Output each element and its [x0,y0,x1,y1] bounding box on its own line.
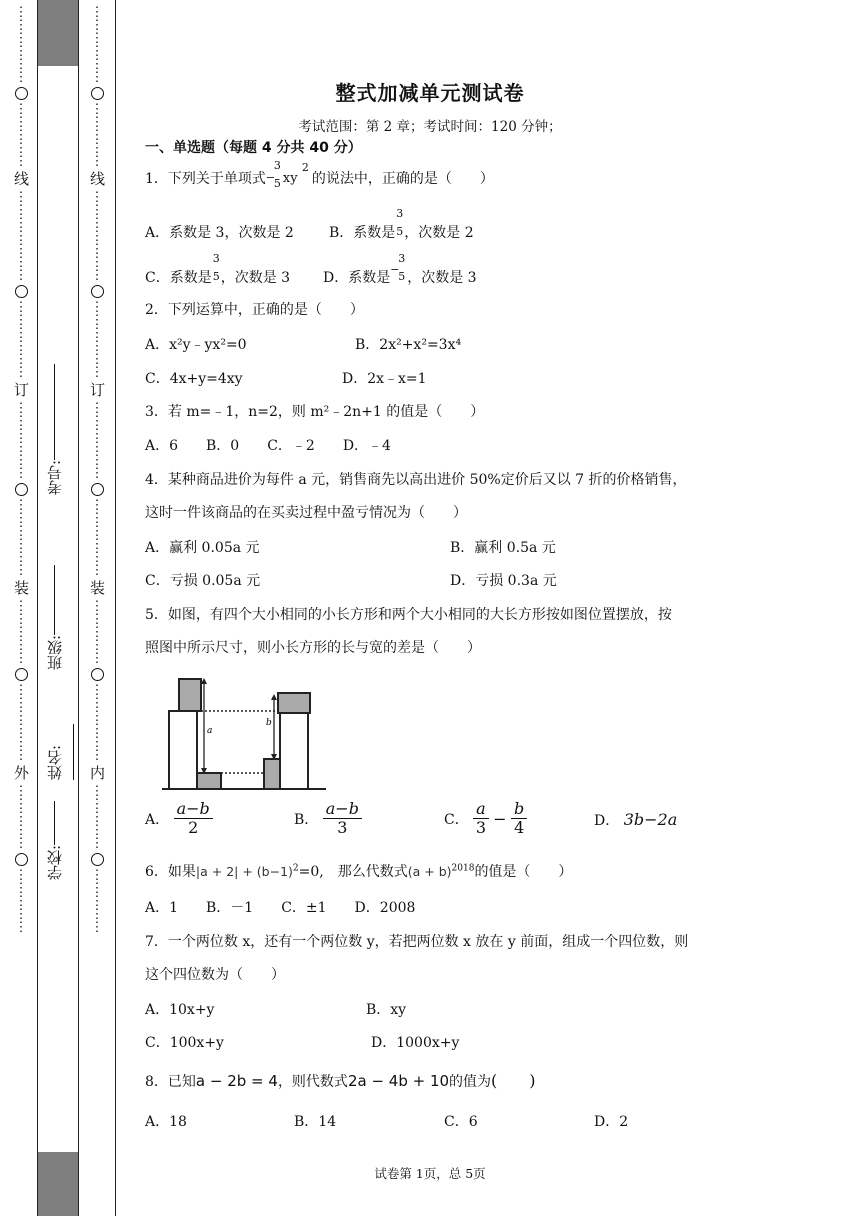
q6-stem-b: =0, 那么代数式 [298,864,408,880]
q6-pow-base: (a + b) [407,864,452,879]
margin-char-wai: 外 [14,764,30,782]
q5-c-num2: b [511,800,527,819]
q7-option-c[interactable]: C．100x+y [145,1035,224,1051]
q5-c-den2: 4 [514,818,525,838]
q5-figure [160,675,330,795]
margin-circle [15,853,28,866]
q1-option-b[interactable] [329,207,474,242]
q4-option-b[interactable]: B．赢利 0.5a 元 [450,540,556,556]
q8-stem-c: 的值为 [449,1074,492,1090]
q4-option-c[interactable]: C．亏损 0.05a 元 [145,573,261,589]
q7-option-d[interactable]: D．1000x+y [371,1035,460,1051]
margin-circle [15,483,28,496]
q8-stem-b: ，则代数式 [277,1074,348,1090]
q1-c-den: 5 [212,270,220,283]
q1-monomial-den: 5 [273,177,281,190]
q5-option-c[interactable] [444,800,527,838]
q2-option-d[interactable]: D．2x﹣x=1 [342,371,427,387]
q5-stem-line1: 5．如图，有四个大小相同的小长方形和两个大小相同的大长方形按如图位置摆放，按 [145,607,672,623]
field-name-label: 姓名: [46,744,64,780]
q7-option-a[interactable]: A．10x+y [145,1002,215,1018]
margin-gray-bottom [38,1152,78,1216]
q1-b-post: ，次数是 2 [404,225,474,241]
margin-gray-top [38,0,78,66]
margin-circle [91,483,104,496]
q1-b-den: 5 [396,225,404,238]
margin-line-inner [115,0,116,1216]
q5-option-d[interactable] [594,810,677,830]
q5-a-label: A． [145,811,170,828]
q6-options[interactable]: A．1 B．－1 C．±1 D．2008 [145,900,416,916]
page-title: 整式加减单元测试卷 [335,81,525,105]
q4-stem-line1: 4．某种商品进价为每件 a 元，销售商先以高出进价 50%定价后又以 7 折的价格销售， [145,472,687,488]
margin-line-right [78,0,79,1216]
q6-stem-a: 6．如果 [145,864,196,880]
q5-b-den: 3 [337,818,348,838]
q1-option-c[interactable] [145,252,291,287]
field-school-label: 学校: [46,844,64,880]
q6-abs-expr: |a + 2| + (b−1) [195,864,293,879]
q5-c-label: C． [444,811,469,828]
margin-circle [15,668,28,681]
q5-d-expr: 3b−2a [623,810,678,829]
outer-dot-column: ⋮ ⋮ ⋮ ⋮ ⋮ ⋮ ⋮ ⋮ ⋮ ⋮ ⋮ 线 ⋮ ⋮ ⋮ ⋮ ⋮ ⋮ ⋮ ⋮ ⋮ ⋮ ⋮ ⋮ ⋮ 订 ⋮ ⋮ ⋮ ⋮ ⋮ ⋮ ⋮ ⋮ ⋮ ⋮ ⋮ ⋮ 装 ⋮ ⋮ ⋮ ⋮ ⋮ ⋮ ⋮ ⋮ ⋮ ⋮ ⋮ 外 ⋮ ⋮ ⋮ ⋮ ⋮ ⋮ ⋮ ⋮ ⋮ ⋮ [14,5,30,935]
q5-c-minus: − [493,809,507,829]
q1-option-d[interactable] [323,252,477,287]
q1-monomial-exp: 2 [301,161,309,174]
q1-stem [145,159,494,190]
margin-char-ding: 订 [90,381,106,399]
margin-char-xian: 线 [90,170,106,188]
q1-stem-end: 的说法中，正确的是（ ） [311,171,494,187]
q4-option-a[interactable]: A．赢利 0.05a 元 [145,540,260,556]
field-class-label: 班级: [46,634,64,670]
q1-monomial-minus: − [265,171,276,184]
q8-option-d[interactable]: D．2 [594,1114,629,1130]
q5-fig-label-b: b [266,718,272,728]
q4-stem-line2: 这时一件该商品的在买卖过程中盈亏情况为（ ） [145,505,467,521]
q5-a-num: a−b [174,800,213,819]
margin-line-left [37,0,38,1216]
q5-stem-line2: 照图中所示尺寸，则小长方形的长与宽的差是（ ） [145,640,481,656]
q1-d-num: 3 [398,252,406,265]
q5-a-fraction [174,800,213,838]
field-class[interactable] [44,560,74,670]
q3-options[interactable]: A．6 B．0 C．﹣2 D．﹣4 [145,438,391,454]
q8-answer-paren: ( ) [491,1071,536,1090]
section-heading: 一、单选题（每题 4 分共 40 分） [145,140,362,156]
margin-char-xian: 线 [14,170,30,188]
q1-c-num: 3 [212,252,220,265]
q1-c-post: ，次数是 3 [220,270,291,286]
q8-option-b[interactable]: B．14 [294,1114,337,1130]
q1-monomial-var: xy [282,171,298,186]
inner-dot-column: ⋮ ⋮ ⋮ ⋮ ⋮ ⋮ ⋮ ⋮ ⋮ ⋮ ⋮ 线 ⋮ ⋮ ⋮ ⋮ ⋮ ⋮ ⋮ ⋮ ⋮ ⋮ ⋮ ⋮ ⋮ 订 ⋮ ⋮ ⋮ ⋮ ⋮ ⋮ ⋮ ⋮ ⋮ ⋮ ⋮ ⋮ 装 ⋮ ⋮ ⋮ ⋮ ⋮ ⋮ ⋮ ⋮ ⋮ ⋮ ⋮ 内 ⋮ ⋮ ⋮ ⋮ ⋮ ⋮ ⋮ ⋮ ⋮ ⋮ [90,5,106,935]
q6-square: 2 [292,863,299,874]
margin-circle [91,285,104,298]
q8-expression: 2a − 4b + 10 [347,1072,450,1090]
q5-c-fraction2 [511,800,527,838]
q4-option-d[interactable]: D．亏损 0.3a 元 [450,573,557,589]
q5-c-fraction1 [473,800,489,838]
q1-option-a[interactable]: A．系数是 3，次数是 2 [145,225,294,241]
q8-option-c[interactable]: C．6 [444,1114,478,1130]
field-exam-no[interactable] [44,355,74,495]
q1-b-num: 3 [396,207,404,220]
q5-b-num: a−b [323,800,362,819]
page-subtitle: 考试范围：第 2 章；考试时间：120 分钟； [298,119,562,135]
q1-b-pre: B．系数是 [329,225,396,241]
q5-d-label: D． [594,813,620,829]
margin-char-zhuang: 装 [90,579,106,597]
field-name[interactable] [44,690,74,780]
q5-b-label: B． [294,811,319,828]
q5-c-num1: a [473,800,489,819]
q5-option-a[interactable] [145,800,213,838]
q1-d-post: ，次数是 3 [407,270,477,286]
q1-d-den: 5 [398,270,406,283]
margin-char-ding: 订 [14,381,30,399]
q1-stem-text: 1．下列关于单项式 [145,171,266,187]
margin-circle [91,668,104,681]
q8-stem [145,1068,536,1091]
q1-c-pre: C．系数是 [145,270,212,286]
q7-stem-line1: 7．一个两位数 x，还有一个两位数 y，若把两位数 x 放在 y 前面，组成一个四位数，则 [145,934,689,950]
q6-stem-c: 的值是（ ） [474,864,573,880]
q6-pow-exp: 2018 [451,863,475,874]
q3-stem: 3．若 m=﹣1，n=2，则 m²﹣2n+1 的值是（ ） [145,404,485,420]
q7-option-b[interactable]: B．xy [366,1002,407,1018]
q1-d-minus: − [390,263,400,276]
margin-circle [15,285,28,298]
field-school[interactable] [44,800,74,880]
q5-a-den: 2 [188,818,199,838]
q1-d-pre: D．系数是 [323,270,391,286]
margin-circle [91,853,104,866]
q8-option-a[interactable]: A．18 [145,1114,187,1130]
margin-char-zhuang: 装 [14,579,30,597]
field-exam-no-label: 考号: [46,459,64,495]
page-footer: 试卷第 1页，总 5页 [374,1166,486,1181]
margin-char-nei: 内 [90,764,106,782]
q8-condition: a − 2b = 4 [195,1072,278,1090]
q7-stem-line2: 这个四位数为（ ） [145,967,285,983]
q6-stem [145,861,572,881]
q2-stem: 2．下列运算中，正确的是（ ） [145,302,364,318]
q5-option-b[interactable] [294,800,362,838]
q2-option-b[interactable]: B．2x²+x²=3x⁴ [355,337,462,353]
q1-monomial-num: 3 [273,159,281,172]
q2-option-a[interactable]: A．x²y﹣yx²=0 [145,337,247,353]
q5-b-fraction [323,800,362,838]
q5-c-den1: 3 [475,818,487,838]
q2-option-c[interactable]: C．4x+y=4xy [145,371,243,387]
q5-fig-label-a: a [207,726,213,736]
q8-stem-a: 8．已知 [145,1074,196,1090]
